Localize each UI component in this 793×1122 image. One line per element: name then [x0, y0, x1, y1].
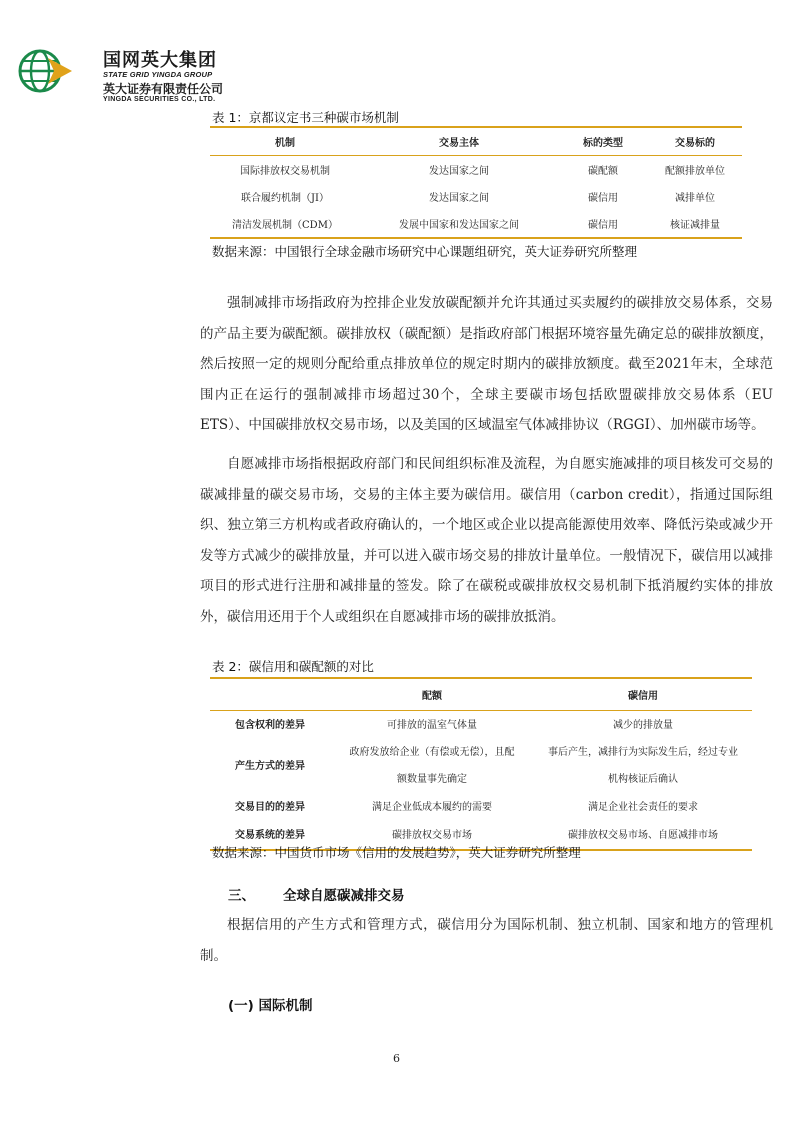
table-cell: 清洁发展机制（CDM）: [232, 220, 338, 231]
table-cell: 减少的排放量: [613, 719, 673, 731]
brand-name-en: STATE GRID YINGDA GROUP: [103, 70, 213, 79]
table1-column-header: 标的类型: [558, 127, 648, 156]
table1-header-row: [210, 127, 742, 156]
table-cell: 可排放的温室气体量: [387, 719, 477, 731]
section-heading: [228, 884, 405, 904]
table-cell: 国际排放权交易机制: [240, 166, 330, 177]
table-row-header: 产生方式的差异: [235, 760, 305, 772]
table-row: [210, 739, 752, 793]
table2-column-header: [210, 678, 330, 711]
company-name-en: YINGDA SECURITIES CO., LTD.: [103, 96, 216, 103]
table-row: [210, 156, 742, 184]
company-logo-icon: [18, 46, 72, 96]
table-cell: 政府发放给企业（有偿或无偿），且配额数量事先确定: [349, 747, 515, 785]
table-cell: 发达国家之间: [429, 166, 489, 177]
table-cell: 发展中国家和发达国家之间: [399, 220, 519, 231]
table1: [210, 126, 742, 239]
company-name-cn: 英大证券有限责任公司: [103, 82, 224, 96]
table-row-header: 包含权利的差异: [235, 719, 305, 731]
brand-name-cn: 国网英大集团: [103, 50, 217, 71]
table-cell: 碳信用: [588, 220, 618, 231]
paragraph-credit-classification: 根据信用的产生方式和管理方式，碳信用分为国际机制、独立机制、国家和地方的管理机制。: [200, 917, 773, 964]
subsection-heading: (一) 国际机制: [228, 998, 313, 1014]
table1-caption: 表 1：京都议定书三种碳市场机制: [212, 110, 399, 125]
table-row: [210, 210, 742, 238]
table-cell: 减排单位: [675, 193, 715, 204]
section-number: 三、: [228, 888, 255, 904]
table2-header-row: [210, 678, 752, 711]
table2-column-header: 碳信用: [534, 678, 752, 711]
table1-column-header: 交易主体: [360, 127, 558, 156]
table-cell: 配额排放单位: [665, 166, 725, 177]
paragraph-voluntary-market: 自愿减排市场指根据政府部门和民间组织标准及流程，为自愿实施减排的项目核发可交易的碳减排量的碳交易市场，交易的主体主要为碳信用。碳信用（carbon credit），指通过国际组织、独立第三方机构或者政府确认的，一个地区或企业以提高能源使用效率、降低污染或减少开发等方式减少的碳排放量，并可以进入碳市场交易的排放计量单位。一般情况下，碳信用以减排项目的形式进行注册和减排量的签发。除了在碳税或碳排放权交易机制下抵消履约实体的排放外，碳信用还用于个人或组织在自愿减排市场的碳排放抵消。: [200, 456, 773, 625]
table2: [210, 677, 752, 851]
table2-column-header: 配额: [330, 678, 534, 711]
table-cell: 碳信用: [588, 193, 618, 204]
table-cell: 联合履约机制（JI）: [241, 193, 329, 204]
table-cell: 事后产生，减排行为实际发生后，经过专业机构核证后确认: [548, 747, 738, 785]
table1-column-header: 机制: [210, 127, 360, 156]
table2-source: 数据来源：中国货币市场《信用的发展趋势》，英大证券研究所整理: [212, 845, 581, 860]
table1-source: 数据来源：中国银行全球金融市场研究中心课题组研究，英大证券研究所整理: [212, 244, 638, 259]
table-row-header: 交易系统的差异: [235, 829, 305, 841]
table-row: [210, 711, 752, 740]
table-cell: 核证减排量: [670, 220, 720, 231]
table2-caption: 表 2：碳信用和碳配额的对比: [212, 659, 374, 674]
table-row: [210, 793, 752, 821]
table-cell: 碳排放权交易市场: [392, 829, 472, 841]
table-row: [210, 183, 742, 210]
table-cell: 满足企业低成本履约的需要: [372, 801, 492, 813]
section-title: 全球自愿碳减排交易: [283, 888, 405, 904]
table-cell: 满足企业社会责任的要求: [588, 801, 698, 813]
table1-column-header: 交易标的: [648, 127, 742, 156]
page-number: 6: [393, 1052, 400, 1065]
company-header: [18, 40, 278, 102]
paragraph-mandatory-market: 强制减排市场指政府为控排企业发放碳配额并允许其通过买卖履约的碳排放交易体系，交易的产品主要为碳配额。碳排放权（碳配额）是指政府部门根据环境容量先确定总的碳排放额度，然后按照一定的规则分配给重点排放单位的规定时期内的碳排放额度。截至2021年末，全球范围内正在运行的强制减排市场超过30个，全球主要碳市场包括欧盟碳排放交易体系（EU ETS）、中国碳排放权交易市场，以及美国的区域温室气体减排协议（RGGI）、加州碳市场等。: [200, 295, 773, 434]
table-cell: 碳排放权交易市场、自愿减排市场: [568, 829, 718, 841]
table-cell: 碳配额: [588, 166, 618, 177]
table-row-header: 交易目的的差异: [235, 801, 305, 813]
table-cell: 发达国家之间: [429, 193, 489, 204]
